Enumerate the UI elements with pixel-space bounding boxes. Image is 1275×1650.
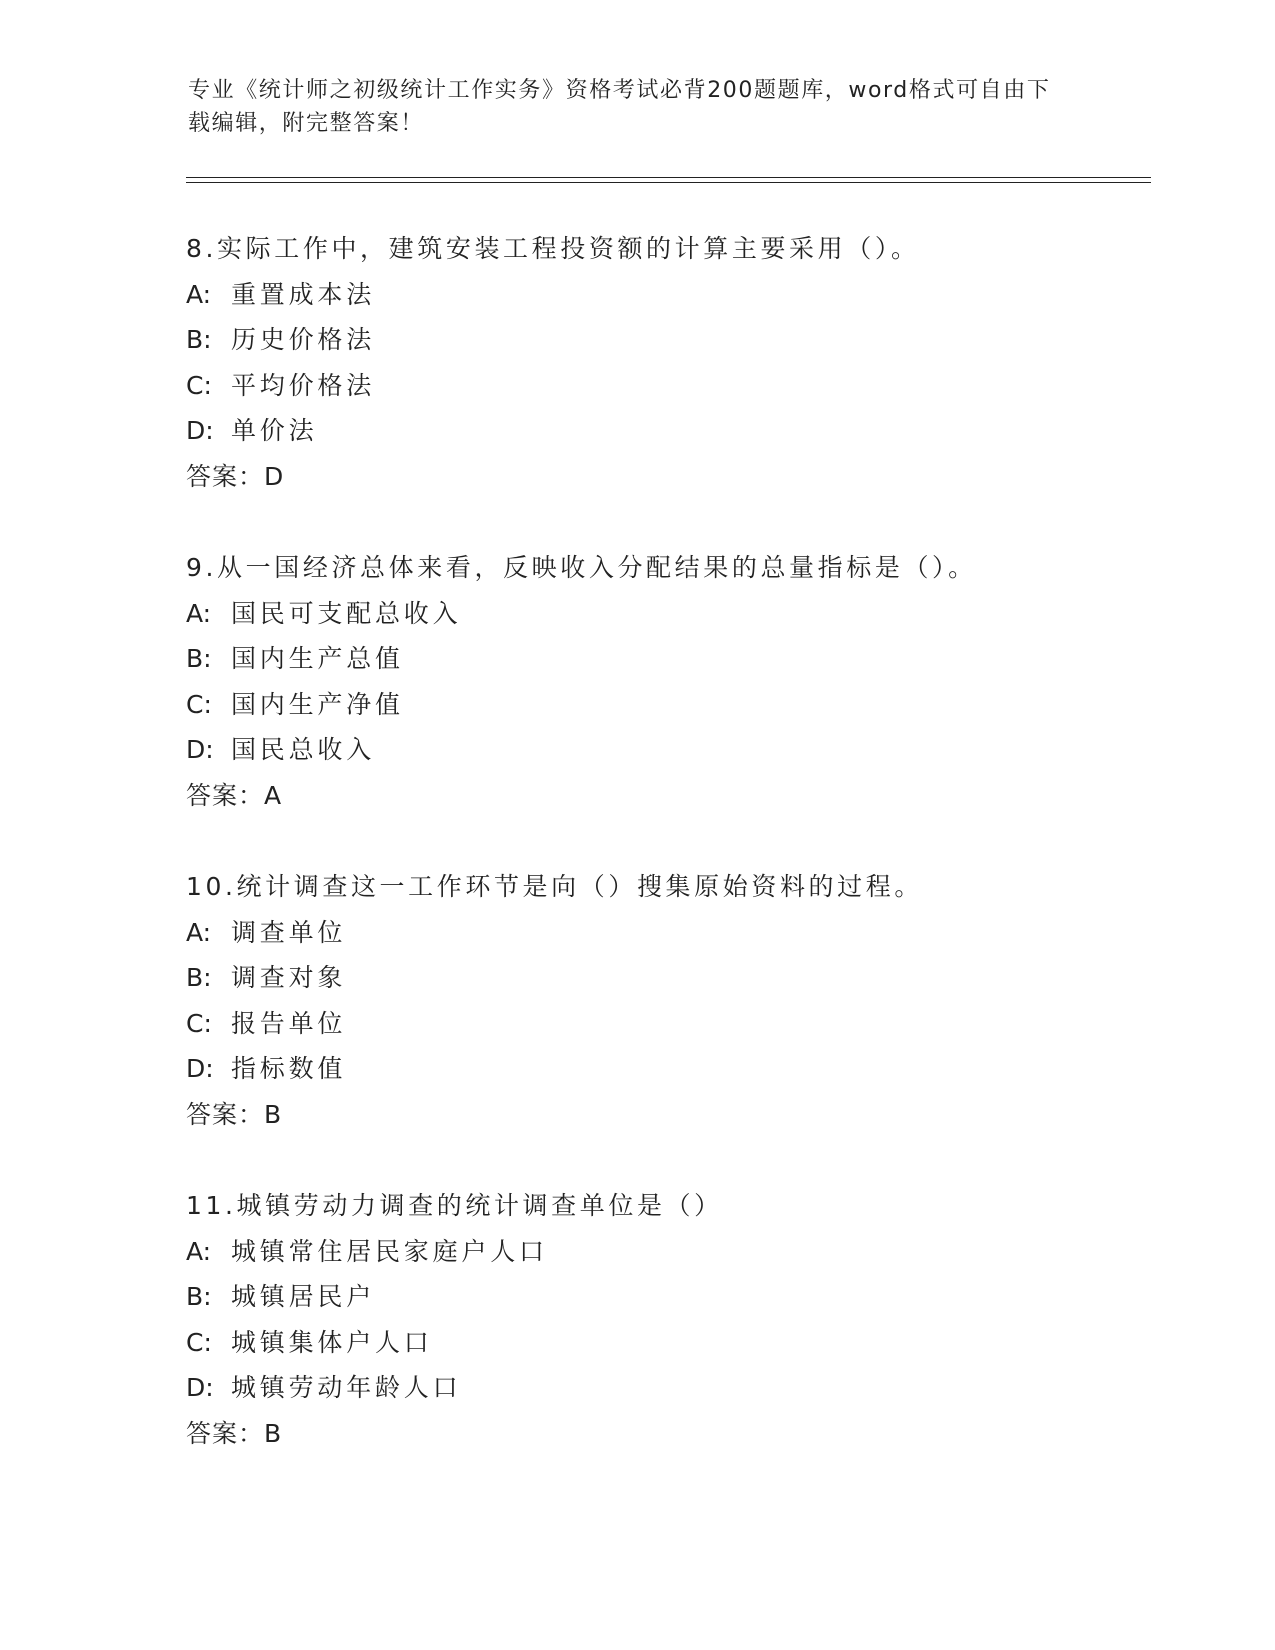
option-a [186,272,1146,318]
option-c [186,363,1146,409]
option-c [186,1320,1146,1366]
answer-line: 答案：B [186,1418,283,1448]
option-text: 单价法 [231,416,318,445]
question-stem: 11.城镇劳动力调查的统计调查单位是（） [186,1191,723,1220]
option-b [186,636,1146,682]
option-text: 国民可支配总收入 [231,598,462,628]
option-letter: C: [186,1008,212,1038]
option-text: 报告单位 [231,1008,347,1038]
question-stem: 8.实际工作中，建筑安装工程投资额的计算主要采用（）。 [186,234,920,263]
option-letter: A: [186,598,212,628]
option-letter: B: [186,325,212,354]
option-letter: B: [186,1282,212,1311]
option-text: 城镇劳动年龄人口 [231,1373,462,1402]
option-b [186,317,1146,363]
option-letter: D: [186,1373,214,1402]
question-9 [186,545,1146,818]
header-divider-top [186,177,1151,178]
option-b [186,1274,1146,1320]
option-letter: B: [186,963,212,992]
option-text: 历史价格法 [231,325,376,354]
option-a [186,591,1146,637]
option-a [186,910,1146,956]
option-letter: C: [186,1327,212,1357]
question-11 [186,1183,1146,1456]
answer-line: 答案：D [186,461,285,491]
option-text: 国内生产总值 [231,644,404,673]
option-text: 国民总收入 [231,735,376,764]
option-text: 城镇集体户人口 [231,1327,433,1357]
option-d [186,1365,1146,1411]
option-d [186,408,1146,454]
option-d [186,727,1146,773]
option-letter: C: [186,689,212,719]
option-letter: A: [186,279,212,309]
option-text: 调查单位 [231,917,347,947]
option-text: 指标数值 [231,1054,347,1083]
option-text: 城镇常住居民家庭户人口 [231,1236,548,1266]
question-stem: 10.统计调查这一工作环节是向（）搜集原始资料的过程。 [186,872,923,901]
option-letter: A: [186,917,212,947]
option-text: 国内生产净值 [231,689,404,719]
option-letter: D: [186,416,214,445]
option-d [186,1046,1146,1092]
option-text: 城镇居民户 [231,1282,376,1311]
option-c [186,1001,1146,1047]
question-stem: 9.从一国经济总体来看，反映收入分配结果的总量指标是（）。 [186,553,977,582]
option-letter: D: [186,735,214,764]
question-8 [186,226,1146,499]
question-10 [186,864,1146,1137]
option-letter: D: [186,1054,214,1083]
option-letter: C: [186,370,212,400]
option-c [186,682,1146,728]
option-text: 平均价格法 [231,370,376,400]
document-header: 专业《统计师之初级统计工作实务》资格考试必背200题题库，word格式可自由下载编辑，附完整答案！ [188,78,1051,136]
header-divider-bottom [186,182,1151,183]
option-a [186,1229,1146,1275]
option-text: 调查对象 [231,963,347,992]
option-letter: B: [186,644,212,673]
answer-line: 答案：B [186,1099,283,1129]
answer-line: 答案：A [186,780,283,810]
option-b [186,955,1146,1001]
option-letter: A: [186,1236,212,1266]
option-text: 重置成本法 [231,279,376,309]
